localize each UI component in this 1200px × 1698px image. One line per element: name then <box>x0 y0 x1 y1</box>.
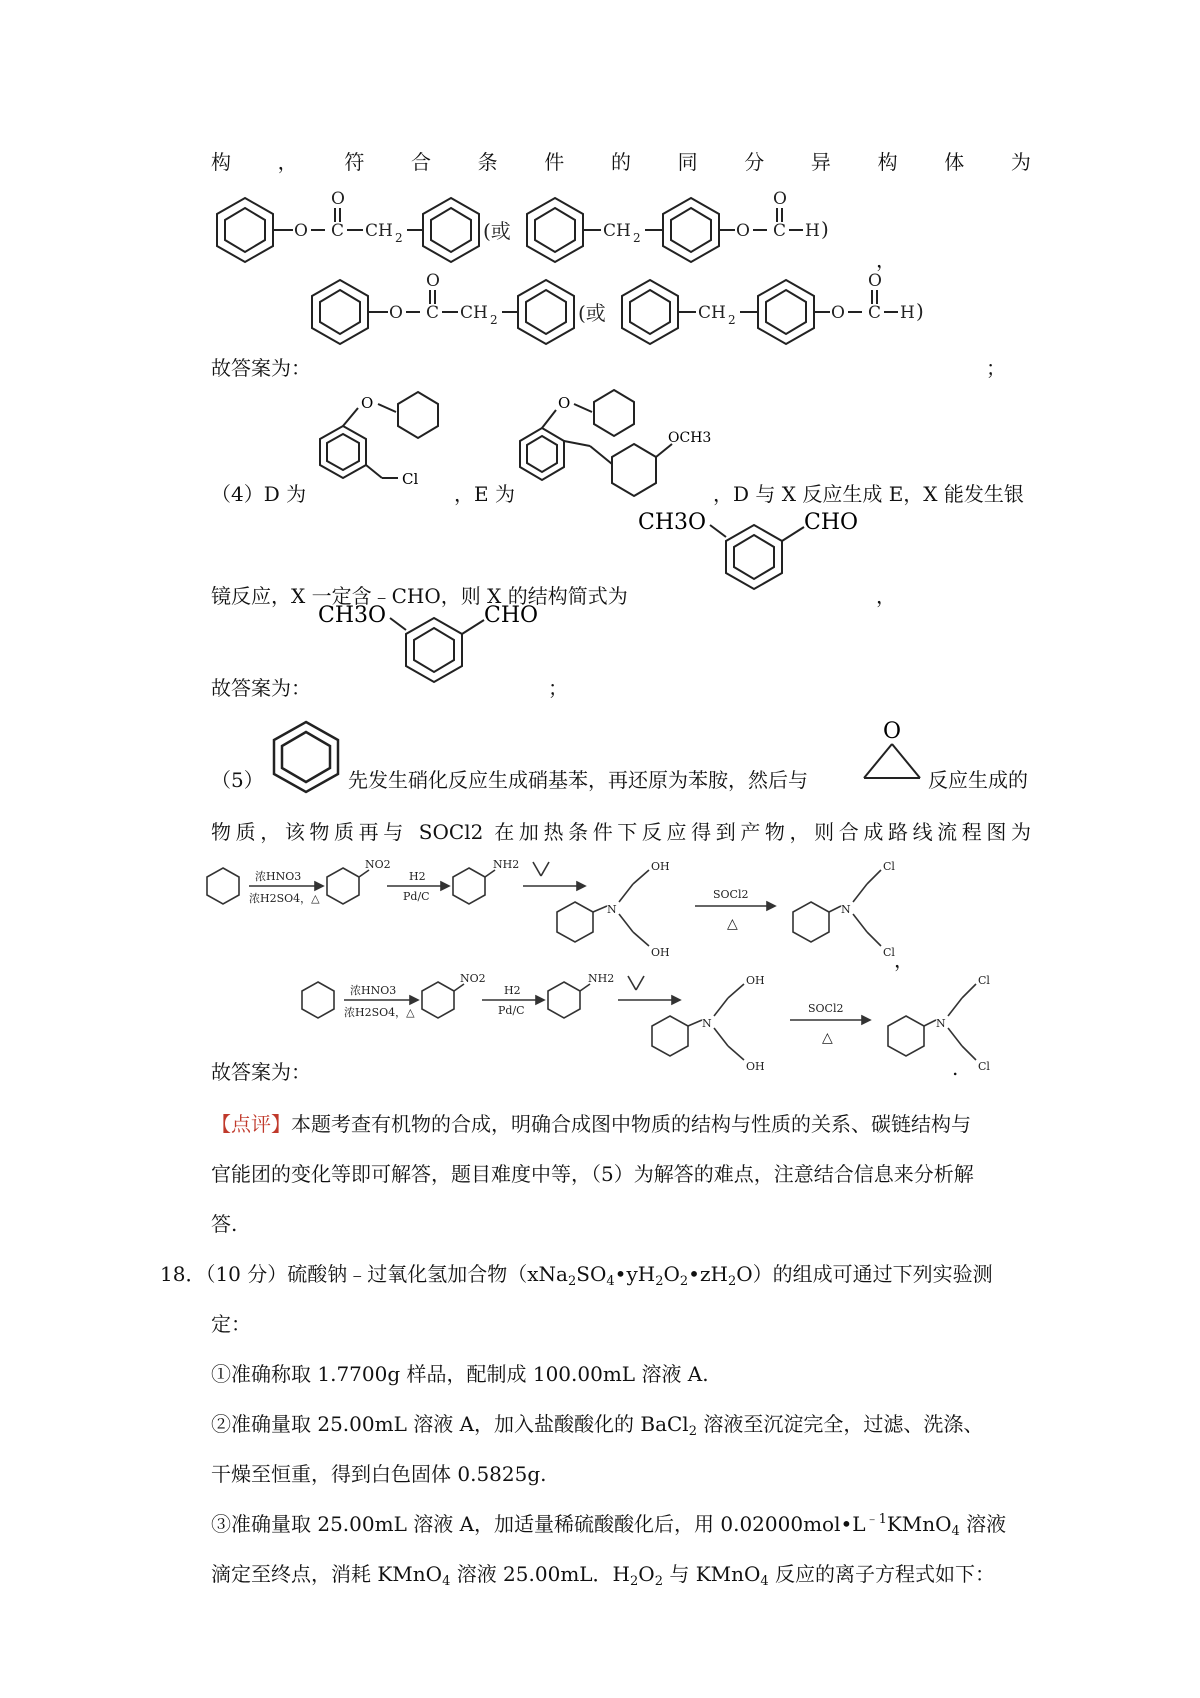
sub-2: 2 <box>395 231 403 245</box>
reagent-pdc: Pd/C <box>403 890 430 903</box>
char: 为 <box>1010 150 1031 174</box>
svg-text:): ) <box>916 299 924 323</box>
section4-p1-end: ，D 与 X 反应生成 E，X 能发生银 <box>713 482 1024 506</box>
isomer-structures-1 <box>205 188 865 278</box>
comma: ， <box>876 248 896 272</box>
ch3o-label: CH3O <box>638 510 707 535</box>
char: 体 <box>944 150 965 174</box>
ch2-label: CH <box>365 221 393 241</box>
cl-label: Cl <box>402 470 419 488</box>
char: 条 <box>477 150 498 174</box>
oh-label: OH <box>746 1060 765 1073</box>
atom-o: O <box>426 271 440 291</box>
atom-o: O <box>773 189 787 209</box>
structure-d <box>308 382 448 492</box>
sub-2: 2 <box>633 231 641 245</box>
ch2-label: CH <box>603 221 631 241</box>
cl-label: Cl <box>883 946 895 959</box>
reagent-h2: H2 <box>409 870 426 883</box>
atom-o: O <box>831 303 845 323</box>
no2-label: NO2 <box>365 858 391 871</box>
svg-text:): ) <box>821 217 829 241</box>
char: 构 <box>211 150 231 174</box>
atom-c: C <box>426 303 440 323</box>
cl-label: Cl <box>978 1060 990 1073</box>
char: 构 <box>877 150 898 174</box>
ch3o-label: CH3O <box>318 603 387 628</box>
char: 件 <box>544 150 565 174</box>
char: 异 <box>810 150 831 174</box>
atom-c: C <box>331 221 345 241</box>
q18-step3: ③准确量取 25.00mL 溶液 A，加适量稀硫酸酸化后，用 $0.02000mol•L^{﹣1}KMnO_4$ 溶液 <box>211 1512 1007 1539</box>
reagent-socl2: SOCl2 <box>713 888 749 901</box>
atom-o: O <box>331 189 345 209</box>
char: 合 <box>410 150 431 174</box>
oh-label: OH <box>651 860 670 873</box>
oh-label: OH <box>746 974 765 987</box>
cl-label: Cl <box>978 974 990 987</box>
char: 的 <box>610 150 631 174</box>
comma: ， <box>876 584 896 608</box>
reagent-hno3: 浓HNO3 <box>255 870 302 883</box>
oh-label: OH <box>651 946 670 959</box>
answer-label: 故答案为： <box>211 676 311 700</box>
reagent-socl2: SOCl2 <box>808 1002 844 1015</box>
section4-p1 <box>211 478 306 507</box>
comment-tag: 【点评】 <box>211 1112 291 1136</box>
reagent-hno3: 浓HNO3 <box>350 984 397 997</box>
q18-intro-2: 定： <box>211 1312 251 1336</box>
reagent-h2so4: 浓H2SO4，△ <box>344 1006 415 1019</box>
reagent-h2so4: 浓H2SO4，△ <box>249 892 320 905</box>
q18-step2: ②准确量取 25.00mL 溶液 A，加入盐酸酸化的 BaCl$_2$ 溶液至沉淀完全，过滤、洗涤、 <box>211 1412 984 1439</box>
atom-o: O <box>361 394 374 412</box>
no2-label: NO2 <box>460 972 486 985</box>
section5-p1-end: 反应生成的 <box>928 768 1028 792</box>
char: 同 <box>677 150 698 174</box>
ch2-label: CH <box>698 303 726 323</box>
structure-x-2 <box>316 598 556 690</box>
n-label: N <box>702 1017 712 1030</box>
answer-label: 故答案为： <box>211 1060 311 1084</box>
comment-line-3: 答. <box>211 1212 238 1236</box>
cho-label: CHO <box>484 603 539 628</box>
or-text: (或 <box>483 219 511 243</box>
char: 符 <box>344 150 365 174</box>
epoxide-icon <box>858 718 926 784</box>
cl-label: Cl <box>883 860 895 873</box>
end-period: . <box>952 1056 959 1080</box>
atom-c: C <box>868 303 882 323</box>
atom-c: C <box>773 221 787 241</box>
q18-step2-line2: 干燥至恒重，得到白色固体 0.5825g. <box>211 1462 547 1486</box>
atom-o: O <box>868 271 882 291</box>
heat-symbol: △ <box>727 916 738 932</box>
justified-line-1 <box>211 146 1031 175</box>
reagent-pdc: Pd/C <box>498 1004 525 1017</box>
n-label: N <box>936 1017 946 1030</box>
cho-label: CHO <box>804 510 859 535</box>
char: 分 <box>744 150 765 174</box>
answer-label: 故答案为： <box>211 356 311 380</box>
atom-o: O <box>736 221 750 241</box>
semicolon: ； <box>548 676 568 700</box>
char: ， <box>277 150 298 174</box>
comment-line-2: 官能团的变化等即可解答，题目难度中等，（5）为解答的难点，注意结合信息来分析解 <box>211 1162 974 1186</box>
q18-step3-line2: 滴定至终点，消耗 KMnO$_4$ 溶液 25.00mL．$H_2O_2$ 与 KMnO$_4$ 反应的离子方程式如下： <box>211 1562 996 1589</box>
comment-line-1 <box>211 1108 971 1137</box>
structure-x-1 <box>636 505 876 597</box>
q18-step1: ①准确称取 1.7700g 样品，配制成 100.00mL 溶液 A. <box>211 1362 709 1386</box>
synthesis-route-2 <box>300 970 1000 1080</box>
section4-p2: 镜反应，X 一定含﹣CHO，则 X 的结构简式为 <box>211 584 628 608</box>
sub-2: 2 <box>728 313 736 327</box>
atom-h: H <box>900 303 915 323</box>
section5-num: （5） <box>211 768 264 792</box>
benzene-icon <box>268 716 344 796</box>
q18-number: 18． <box>160 1262 206 1286</box>
isomer-structures-2 <box>300 270 960 360</box>
synthesis-route-1 <box>205 856 1085 966</box>
atom-o: O <box>558 394 571 412</box>
q18-intro: 18．（10 分）硫酸钠﹣过氧化氢加合物$(xNa_2SO_4•yH_2O_2•zH_2O)$的组成可通过下列实验测 <box>160 1262 993 1289</box>
nh2-label: NH2 <box>588 972 615 985</box>
semicolon: ； <box>986 356 1006 380</box>
section5-p1: 先发生硝化反应生成硝基苯，再还原为苯胺，然后与 <box>348 768 808 792</box>
nh2-label: NH2 <box>493 858 520 871</box>
e-label: ，E 为 <box>454 482 515 506</box>
end-comma: ， <box>894 948 914 972</box>
ch2-label: CH <box>460 303 488 323</box>
or-text: (或 <box>578 301 606 325</box>
n-label: N <box>841 903 851 916</box>
atom-o: O <box>389 303 403 323</box>
n-label: N <box>607 903 617 916</box>
sub-2: 2 <box>490 313 498 327</box>
d-label: （4）D 为 <box>211 482 307 506</box>
atom-h: H <box>805 221 820 241</box>
heat-symbol: △ <box>822 1030 833 1046</box>
comment-text-1: 本题考查有机物的合成，明确合成图中物质的结构与性质的关系、碳链结构与 <box>291 1112 971 1136</box>
och3-label: OCH3 <box>668 430 712 446</box>
atom-o: O <box>294 221 308 241</box>
reagent-h2: H2 <box>504 984 521 997</box>
atom-o: O <box>883 719 902 744</box>
structure-e <box>512 384 712 494</box>
section5-p2: 物质，该物质再与 SOCl2 在加热条件下反应得到产物，则合成路线流程图为 <box>211 820 1031 844</box>
